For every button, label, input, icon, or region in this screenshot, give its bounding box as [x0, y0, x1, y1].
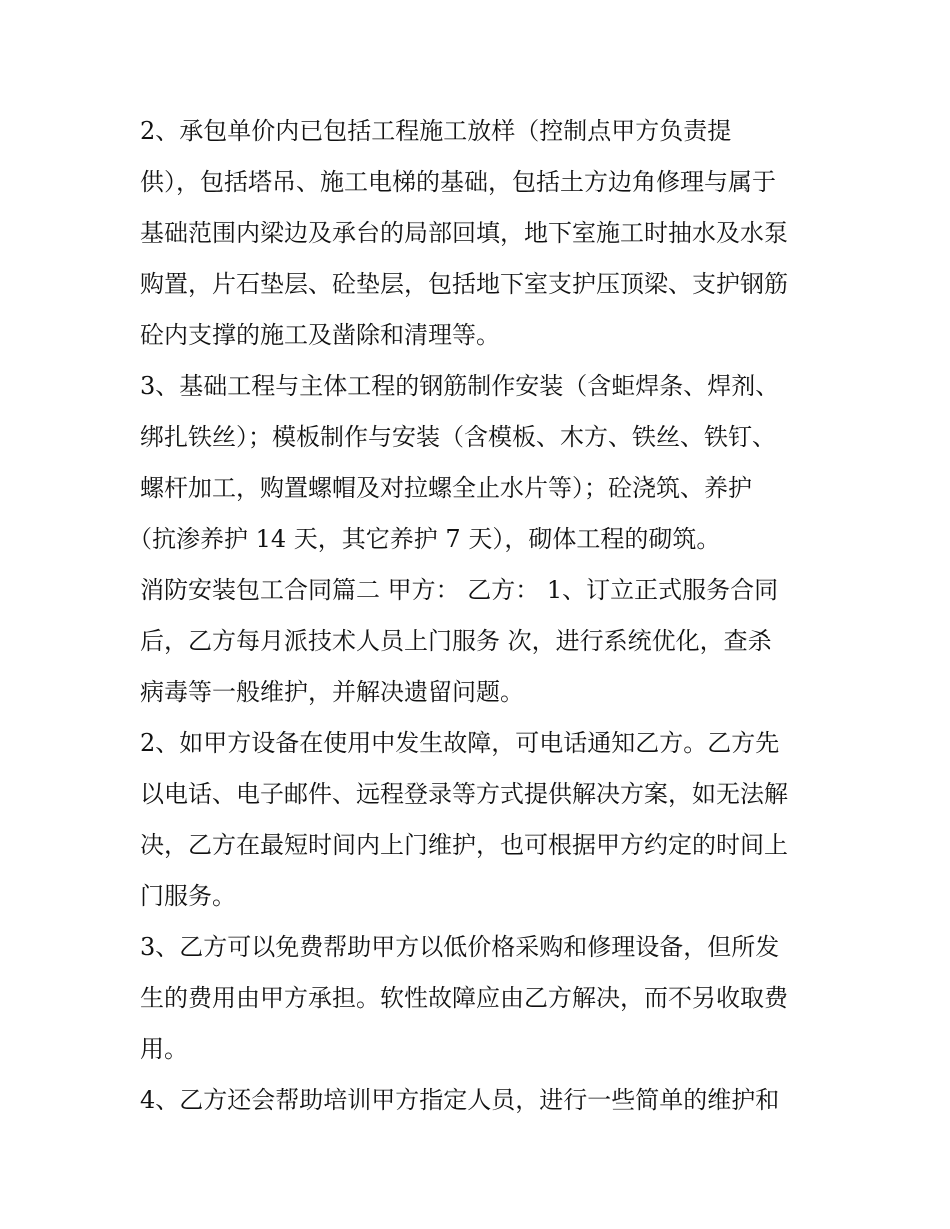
text-line: 4、乙方还会帮助培训甲方指定人员，进行一些简单的维护和: [140, 1086, 780, 1114]
text-line: 决，乙方在最短时间内上门维护，也可根据甲方约定的时间上: [140, 831, 788, 859]
text-line: 基础范围内梁边及承台的局部回填，地下室施工时抽水及水泵: [140, 219, 788, 247]
text-line: 供），包括塔吊、施工电梯的基础，包括土方边角修理与属于: [140, 168, 776, 196]
text-line: （抗渗养护 14 天，其它养护 7 天），砌体工程的砌筑。: [128, 525, 721, 553]
text-line: 绑扎铁丝）；模板制作与安装（含模板、木方、铁丝、铁钉、: [140, 423, 776, 451]
text-line: 门服务。: [140, 882, 236, 910]
text-line: 螺杆加工，购置螺帽及对拉螺全止水片等）；砼浇筑、养护: [140, 474, 752, 502]
document-body: [128, 106, 815, 1126]
text-line: 消防安装包工合同篇二 甲方： 乙方： 1、订立正式服务合同: [140, 576, 779, 604]
text-line: 砼内支撑的施工及凿除和清理等。: [140, 321, 500, 349]
text-line: 购置，片石垫层、砼垫层，包括地下室支护压顶梁、支护钢筋: [140, 270, 788, 298]
text-line: 生的费用由甲方承担。软性故障应由乙方解决，而不另收取费: [140, 984, 788, 1012]
text-line: 3、乙方可以免费帮助甲方以低价格采购和修理设备，但所发: [140, 933, 780, 961]
text-line: 以电话、电子邮件、远程登录等方式提供解决方案，如无法解: [140, 780, 788, 808]
text-line: 病毒等一般维护，并解决遗留问题。: [140, 678, 524, 706]
text-line: 后，乙方每月派技术人员上门服务 次，进行系统优化，查杀: [140, 627, 772, 655]
text-line: 2、如甲方设备在使用中发生故障，可电话通知乙方。乙方先: [140, 729, 780, 757]
text-line: 3、基础工程与主体工程的钢筋制作安装（含蚷焊条、焊剂、: [140, 372, 780, 400]
text-line: 2、承包单价内已包括工程施工放样（控制点甲方负责提: [140, 117, 732, 145]
text-line: 用。: [140, 1035, 188, 1063]
